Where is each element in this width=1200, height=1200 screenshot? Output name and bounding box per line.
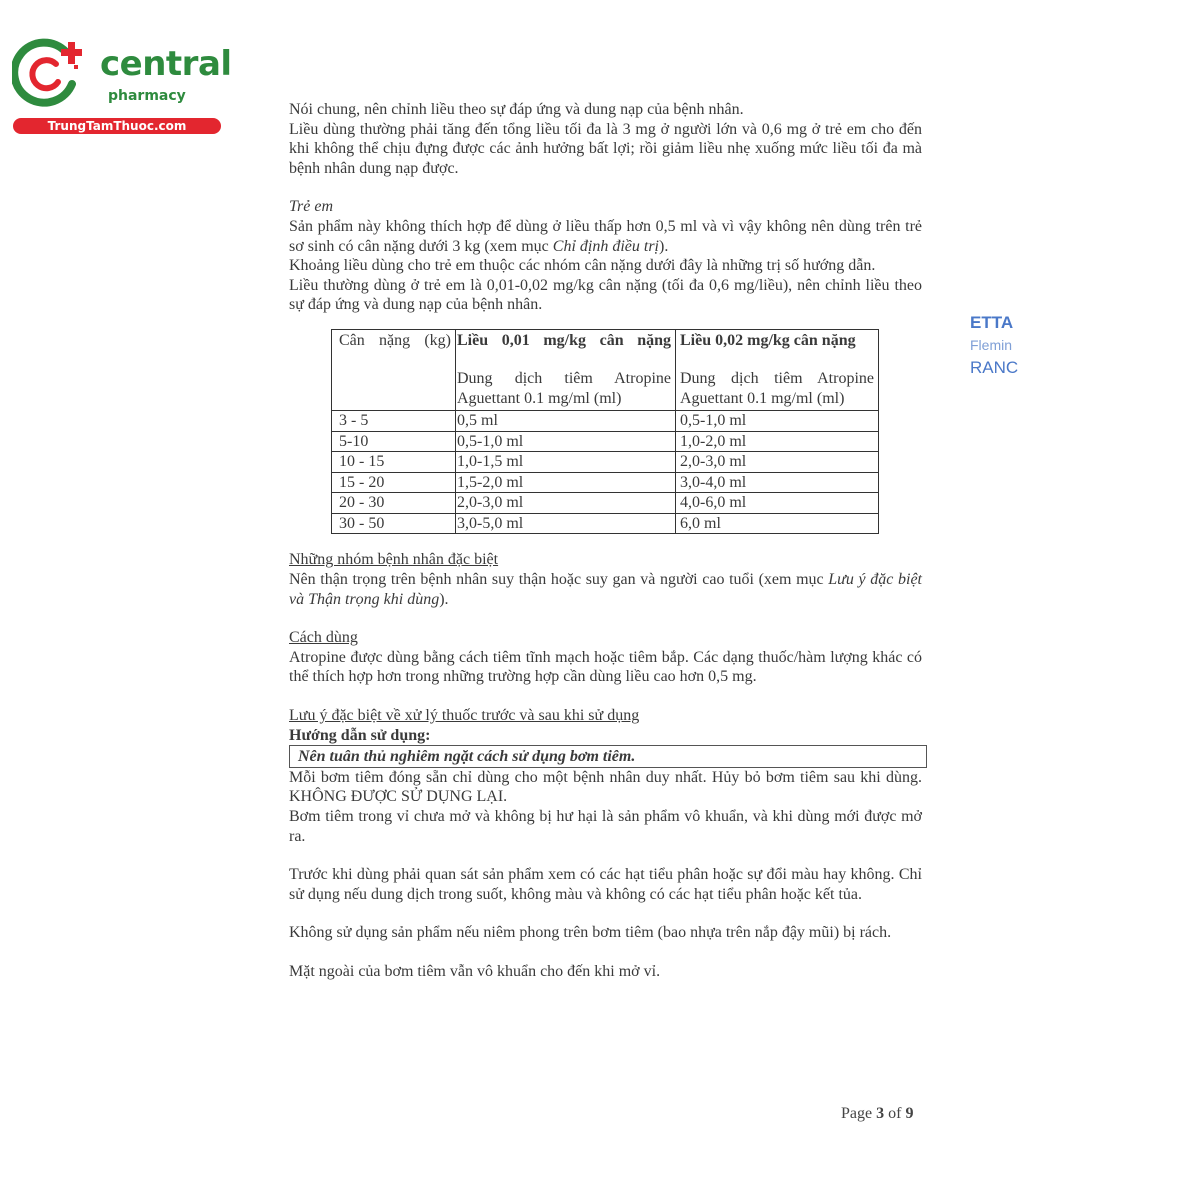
- boxed-warning: Nên tuân thủ nghiêm ngặt cách sử dụng bơm tiêm.: [289, 745, 927, 768]
- cross-reference: Chỉ định điều trị: [552, 237, 659, 255]
- edge-fragment-3: RANC: [970, 358, 1019, 377]
- table-row: 15 - 20 1,5-2,0 ml 3,0-4,0 ml: [332, 472, 879, 493]
- brand-name: central: [100, 44, 232, 84]
- paragraph: Nên thận trọng trên bệnh nhân suy thận hoặc suy gan và người cao tuổi (xem mục Lưu ý đặc biệt và Thận trọng khi dùng).: [289, 571, 922, 608]
- paragraph: Khoảng liều dùng cho trẻ em thuộc các nhóm cân nặng dưới đây là những trị số hướng dẫn.: [289, 257, 876, 275]
- edge-fragment-2: Flemin: [970, 337, 1013, 353]
- section-heading-special: Những nhóm bệnh nhân đặc biệt: [289, 551, 499, 569]
- edge-fragment-1: ETTA: [970, 313, 1014, 332]
- cross-reference: Lưu ý đặc biệt và Thận trọng khi dùng: [289, 571, 922, 608]
- table-header-cell: Liều 0,02 mg/kg cân nặng Dung dịch tiêm Atropine Aguettant 0.1 mg/ml (ml): [676, 329, 879, 411]
- table-row: 3 - 5 0,5 ml 0,5-1,0 ml: [332, 411, 879, 432]
- table-row: 5-10 0,5-1,0 ml 1,0-2,0 ml: [332, 431, 879, 452]
- page-number: Page 3 of 9: [841, 1105, 914, 1122]
- section-heading-administration: Cách dùng: [289, 629, 358, 647]
- dose-table: [331, 329, 879, 535]
- paragraph: Không sử dụng sản phẩm nếu niêm phong trên bơm tiêm (bao nhựa trên nắp đậy mũi) bị rách.: [289, 924, 892, 942]
- pharmacy-cross-logo-icon: [12, 38, 92, 108]
- table-header-cell: Cân nặng (kg): [332, 329, 456, 411]
- paragraph: Mặt ngoài của bơm tiêm vẫn vô khuẩn cho đến khi mở vỉ.: [289, 962, 661, 980]
- section-heading-children: Trẻ em: [289, 198, 333, 216]
- table-row: 20 - 30 2,0-3,0 ml 4,0-6,0 ml: [332, 493, 879, 514]
- table-header-row: [332, 329, 879, 411]
- section-heading-handling: Lưu ý đặc biệt về xử lý thuốc trước và sau khi sử dụng: [289, 707, 640, 724]
- paragraph: Mỗi bơm tiêm đóng sẵn chỉ dùng cho một bệnh nhân duy nhất. Hủy bỏ bơm tiêm sau khi dùng. KHÔNG ĐƯỢC SỬ DỤNG LẠI.: [289, 768, 922, 806]
- brand-website: TrungTamThuoc.com: [13, 118, 221, 134]
- table-header-cell: Liều 0,01 mg/kg cân nặng Dung dịch tiêm Atropine Aguettant 0.1 mg/ml (ml): [456, 329, 676, 411]
- paragraph: Liều thường dùng ở trẻ em là 0,01-0,02 mg/kg cân nặng (tối đa 0,6 mg/liều), nên chỉnh liều theo sự đáp ứng và dung nạp của bệnh nhân.: [289, 276, 922, 314]
- paragraph: Atropine được dùng bằng cách tiêm tĩnh mạch hoặc tiêm bắp. Các dạng thuốc/hàm lượng khác có thể thích hợp hơn trong những trường hợp cần dùng liều cao hơn 0,5 mg.: [289, 648, 922, 686]
- paragraph: Trước khi dùng phải quan sát sản phẩm xem có các hạt tiểu phân hoặc sự đổi màu hay không. Chỉ sử dụng nếu dung dịch trong suốt, không màu và không có các hạt tiểu phân hoặc kết tủa.: [289, 866, 922, 903]
- table-row: 10 - 15 1,0-1,5 ml 2,0-3,0 ml: [332, 452, 879, 473]
- usage-heading: Hướng dẫn sử dụng:: [289, 726, 431, 744]
- paragraph: Bơm tiêm trong vỉ chưa mở và không bị hư hại là sản phẩm vô khuẩn, và khi dùng mới được mở ra.: [289, 807, 922, 845]
- central-pharmacy-logo: [12, 38, 232, 138]
- table-row: 30 - 50 3,0-5,0 ml 6,0 ml: [332, 513, 879, 534]
- paragraph: Sản phẩm này không thích hợp để dùng ở liều thấp hơn 0,5 ml và vì vậy không nên dùng trên trẻ sơ sinh có cân nặng dưới 3 kg (xem mục Chỉ định điều trị).: [289, 217, 922, 255]
- document-body: [289, 100, 922, 982]
- paragraph: Nói chung, nên chỉnh liều theo sự đáp ứng và dung nạp của bệnh nhân.: [289, 101, 744, 118]
- paragraph: Liều dùng thường phải tăng đến tổng liều tối đa là 3 mg ở người lớn và 0,6 mg ở trẻ em cho đến khi không thể chịu đựng được các ảnh hưởng bất lợi; rồi giảm liều nhẹ xuống mức liều tối đa mà bệnh nhân dung nạp được.: [289, 120, 922, 177]
- brand-tagline: pharmacy: [108, 88, 186, 104]
